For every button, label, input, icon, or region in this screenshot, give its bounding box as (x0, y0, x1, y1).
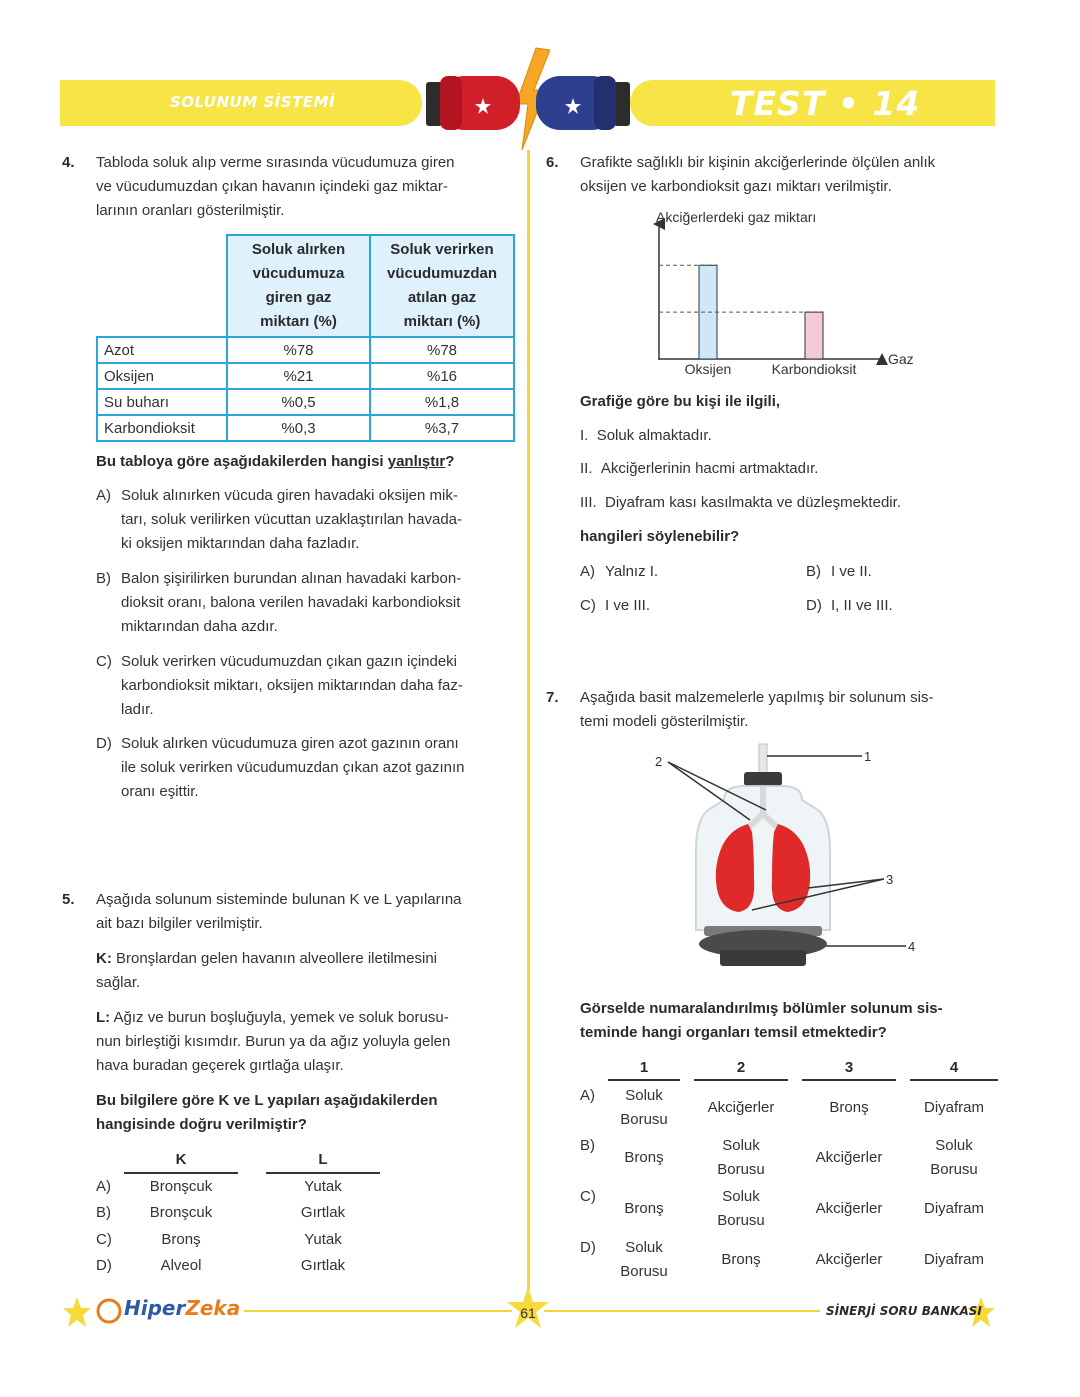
category-label-karbondioksit: Karbondioksit (771, 361, 857, 377)
q6-question-lead: Grafiğe göre bu kişi ile ilgili, (580, 393, 781, 410)
q4-stem-line: ve vücudumuzdan çıkan havanın içindeki gaz miktar- (96, 178, 448, 195)
q5-question-line: hangisinde doğru verilmiştir? (96, 1116, 307, 1133)
answer-line: Borusu (717, 1212, 765, 1229)
table-row (97, 415, 514, 441)
option-line: Soluk alınırken vücuda giren havadaki oksijen mik- (121, 487, 458, 504)
unit-title: SOLUNUM SİSTEMİ (170, 93, 336, 111)
header-line: giren gaz (265, 289, 332, 306)
answer-line: Borusu (717, 1161, 765, 1178)
inhaled-value: %0,5 (227, 389, 370, 415)
k-line: sağlar. (96, 974, 141, 991)
k-answer: Bronşcuk (149, 1178, 213, 1195)
q7-stem-line: Aşağıda basit malzemelerle yapılmış bir solunum sis- (580, 689, 934, 706)
option-line: Balon şişirilirken burundan alınan havadaki karbon- (121, 570, 462, 587)
inhaled-value: %78 (227, 337, 370, 363)
q4-stem-line: larının oranları gösterilmiştir. (96, 202, 285, 219)
l-line: Ağız ve burun boşluğuyla, yemek ve soluk borusu- (110, 1009, 449, 1026)
bar-karbondioksit (805, 312, 823, 359)
l-answer: Gırtlak (300, 1257, 346, 1274)
option-label: B) (580, 1137, 595, 1154)
option-text: I, II ve III. (831, 597, 893, 614)
q5-stem-line: Aşağıda solunum sisteminde bulunan K ve L yapılarına (96, 891, 462, 908)
option-line: Soluk alırken vücudumuza giren azot gazının oranı (121, 735, 459, 752)
callout-4: 4 (908, 939, 916, 954)
q6-option-b[interactable] (806, 560, 996, 584)
option-label: C) (580, 1188, 596, 1205)
option-label: A) (96, 1178, 111, 1195)
option-line: ki oksijen miktarından daha fazladır. (121, 535, 360, 552)
q7-question-line: teminde hangi organları temsil etmektedir? (580, 1024, 887, 1041)
option-label: B) (806, 563, 821, 580)
option-label: B) (96, 1204, 111, 1221)
q4-stem-line: Tabloda soluk alıp verme sırasında vücudumuza giren (96, 154, 455, 171)
col2-answer: Bronş (721, 1251, 761, 1268)
answer-line: Soluk (625, 1239, 663, 1256)
col1-answer: Bronş (624, 1200, 664, 1217)
option-text: I ve III. (605, 597, 651, 614)
option-label: A) (580, 1087, 595, 1104)
q6-option-d[interactable] (806, 594, 996, 618)
answer-line: Soluk (935, 1137, 973, 1154)
header-line: Soluk verirken (390, 241, 494, 258)
l-label: L: (96, 1009, 111, 1026)
k-line: Bronşlardan gelen havanın alveollere iletilmesini (111, 950, 438, 967)
q4-question-text: Bu tabloya göre aşağıdakilerden hangisi (96, 453, 388, 470)
header-inhaled (227, 235, 370, 337)
gas-name: Su buharı (97, 389, 227, 415)
book-series-name: SİNERJİ SORU BANKASI (826, 1304, 982, 1318)
l-header-rule (266, 1172, 380, 1174)
q6-number: 6. (546, 154, 559, 171)
q7-header-rule-4 (910, 1079, 998, 1081)
q6-option-c[interactable] (580, 594, 780, 618)
option-line: oranı eşittir. (121, 783, 199, 800)
q5-stem-line: ait bazı bilgiler verilmiştir. (96, 915, 263, 932)
col4-answer: Diyafram (923, 1099, 984, 1116)
brand-part-1: Hiper (124, 1296, 186, 1320)
q4-stem (96, 151, 516, 223)
q5-k-info (96, 947, 516, 995)
brand-logo-icon (96, 1296, 122, 1326)
q7-stem-line: temi modeli gösterilmiştir. (580, 713, 749, 730)
q7-stem (580, 686, 1000, 734)
q7-header-rule-1 (608, 1079, 680, 1081)
header-line: vücudumuzdan (386, 265, 497, 282)
option-label: C) (96, 1231, 112, 1248)
exhaled-value: %78 (370, 337, 514, 363)
col1-answer (608, 1084, 680, 1132)
l-line: hava buradan geçerek gırtlağa ulaşır. (96, 1057, 344, 1074)
col1-answer (608, 1236, 680, 1284)
option-label: C) (580, 597, 596, 614)
q7-question (580, 997, 1000, 1045)
l-column-header: L (318, 1151, 328, 1168)
option-label: C) (96, 653, 112, 670)
callout-2: 2 (655, 754, 663, 769)
header-exhaled (370, 235, 514, 337)
l-answer: Gırtlak (300, 1204, 346, 1221)
col2-answer (694, 1134, 788, 1182)
option-label: D) (96, 735, 112, 752)
col2-answer: Akciğerler (707, 1099, 775, 1116)
rubber-stopper (744, 772, 782, 786)
option-line: miktarından daha azdır. (121, 618, 278, 635)
l-answer: Yutak (304, 1231, 342, 1248)
boxing-gloves-icon (418, 44, 638, 154)
answer-line: Soluk (722, 1137, 760, 1154)
statement-label: III. (580, 494, 597, 511)
callout-3: 3 (886, 872, 894, 887)
test-title: TEST • 14 (730, 84, 921, 123)
option-line: tarı, soluk verilirken vücuttan uzaklaştırılan havada- (121, 511, 462, 528)
footer-rule-right (544, 1310, 820, 1312)
option-label: D) (96, 1257, 112, 1274)
option-label: A) (580, 563, 595, 580)
q4-number: 4. (62, 154, 75, 171)
option-label: D) (806, 597, 822, 614)
q4-question-emphasis: yanlıştır (387, 453, 446, 470)
q6-statement-1 (580, 424, 1000, 448)
option-text: Yalnız I. (605, 563, 659, 580)
col4-answer: Diyafram (923, 1200, 984, 1217)
q7-header-1: 1 (639, 1059, 649, 1076)
q5-stem (96, 888, 516, 936)
inhaled-value: %21 (227, 363, 370, 389)
glass-tube (759, 744, 767, 776)
gas-amount-bar-chart (620, 200, 940, 385)
x-axis-label: Gaz (888, 351, 914, 367)
brand-part-2: Zeka (185, 1296, 241, 1320)
statement-text: Diyafram kası kasılmakta ve düzleşmektedir. (605, 494, 901, 511)
q5-l-info (96, 1006, 516, 1078)
col3-answer: Bronş (829, 1099, 869, 1116)
option-line: ile soluk verirken vücudumuzdan çıkan azot gazının (121, 759, 465, 776)
q5-question (96, 1089, 516, 1137)
q6-statement-3 (580, 491, 1000, 515)
k-answer: Bronşcuk (149, 1204, 213, 1221)
option-line: ladır. (121, 701, 154, 718)
option-text (121, 484, 462, 556)
table-row (97, 389, 514, 415)
header-line: miktarı (%) (260, 313, 337, 330)
q7-header-rule-2 (694, 1079, 788, 1081)
q6-statement-2 (580, 457, 1000, 481)
column-divider (527, 150, 530, 1290)
header-line: atılan gaz (407, 289, 477, 306)
star-left-icon (62, 1296, 92, 1330)
option-line: dioksit oranı, balona verilen havadaki karbondioksit (121, 594, 461, 611)
table-header-row (97, 235, 514, 337)
q4-option-d[interactable] (96, 732, 521, 804)
q4-option-a[interactable] (96, 484, 521, 556)
q5-question-line: Bu bilgilere göre K ve L yapıları aşağıdakilerden (96, 1092, 438, 1109)
l-answer: Yutak (304, 1178, 342, 1195)
statement-label: I. (580, 427, 589, 444)
q7-header-2: 2 (736, 1059, 746, 1076)
bars-layer (659, 265, 857, 377)
statement-text: Akciğerlerinin hacmi artmaktadır. (600, 460, 819, 477)
q6-option-a[interactable] (580, 560, 780, 584)
header-line: vücudumuza (252, 265, 345, 282)
col4-answer: Diyafram (923, 1251, 984, 1268)
table-row (97, 337, 514, 363)
option-label: A) (96, 487, 111, 504)
answer-line: Borusu (620, 1111, 668, 1128)
page-number: 61 (520, 1305, 536, 1321)
header-line: miktarı (%) (403, 313, 481, 330)
gas-name: Karbondioksit (97, 415, 227, 441)
q6-stem-line: oksijen ve karbondioksit gazı miktarı verilmiştir. (580, 178, 892, 195)
k-answer: Bronş (161, 1231, 201, 1248)
option-label: B) (96, 570, 111, 587)
col3-answer: Akciğerler (815, 1200, 883, 1217)
option-text (121, 732, 465, 804)
col3-answer: Akciğerler (815, 1251, 883, 1268)
answer-line: Soluk (625, 1087, 663, 1104)
exhaled-value: %3,7 (370, 415, 514, 441)
gas-name: Azot (97, 337, 227, 363)
option-text (121, 650, 463, 722)
exhaled-value: %1,8 (370, 389, 514, 415)
option-text (121, 567, 461, 639)
q4-question-mark: ? (445, 453, 455, 470)
option-line: Soluk verirken vücudumuzdan çıkan gazın içindeki (121, 653, 458, 670)
option-line: karbondioksit miktarı, oksijen miktarından daha faz- (121, 677, 463, 694)
l-line: nun birleştiği kısımdır. Burun ya da ağız yoluyla gelen (96, 1033, 451, 1050)
y-axis-label: Akciğerlerdeki gaz miktarı (656, 209, 817, 225)
k-header-rule (124, 1172, 238, 1174)
k-label: K: (96, 950, 112, 967)
k-column-header: K (175, 1151, 187, 1168)
category-label-oksijen: Oksijen (684, 361, 732, 377)
q5-number: 5. (62, 891, 75, 908)
col3-answer: Akciğerler (815, 1149, 883, 1166)
callout-1: 1 (864, 749, 872, 764)
q7-header-rule-3 (802, 1079, 896, 1081)
col2-answer (694, 1185, 788, 1233)
col4-answer (910, 1134, 998, 1182)
gas-ratio-table (96, 234, 515, 442)
q4-option-b[interactable] (96, 567, 521, 639)
answer-line: Borusu (930, 1161, 978, 1178)
col1-answer: Bronş (624, 1149, 664, 1166)
gas-name: Oksijen (97, 363, 227, 389)
jar-stand (720, 950, 806, 966)
brand-logo (124, 1296, 240, 1320)
table-row (97, 363, 514, 389)
q7-header-4: 4 (949, 1059, 959, 1076)
k-answer: Alveol (160, 1257, 202, 1274)
header-line: Soluk alırken (251, 241, 346, 258)
answer-line: Soluk (722, 1188, 760, 1205)
inhaled-value: %0,3 (227, 415, 370, 441)
q6-question-end: hangileri söylenebilir? (580, 528, 740, 545)
statement-label: II. (580, 460, 593, 477)
table-corner (97, 235, 227, 337)
exhaled-value: %16 (370, 363, 514, 389)
q6-stem (580, 151, 1000, 199)
q4-question (96, 450, 526, 474)
option-label: D) (580, 1239, 596, 1256)
q6-stem-line: Grafikte sağlıklı bir kişinin akciğerlerinde ölçülen anlık (580, 154, 936, 171)
q4-option-c[interactable] (96, 650, 521, 722)
statement-text: Soluk almaktadır. (596, 427, 712, 444)
option-text: I ve II. (831, 563, 872, 580)
q7-question-line: Görselde numaralandırılmış bölümler solunum sis- (580, 1000, 943, 1017)
bell-jar-lung-model (640, 740, 940, 980)
q7-header-3: 3 (844, 1059, 854, 1076)
q7-number: 7. (546, 689, 559, 706)
answer-line: Borusu (620, 1263, 668, 1280)
footer-rule-left (244, 1310, 512, 1312)
